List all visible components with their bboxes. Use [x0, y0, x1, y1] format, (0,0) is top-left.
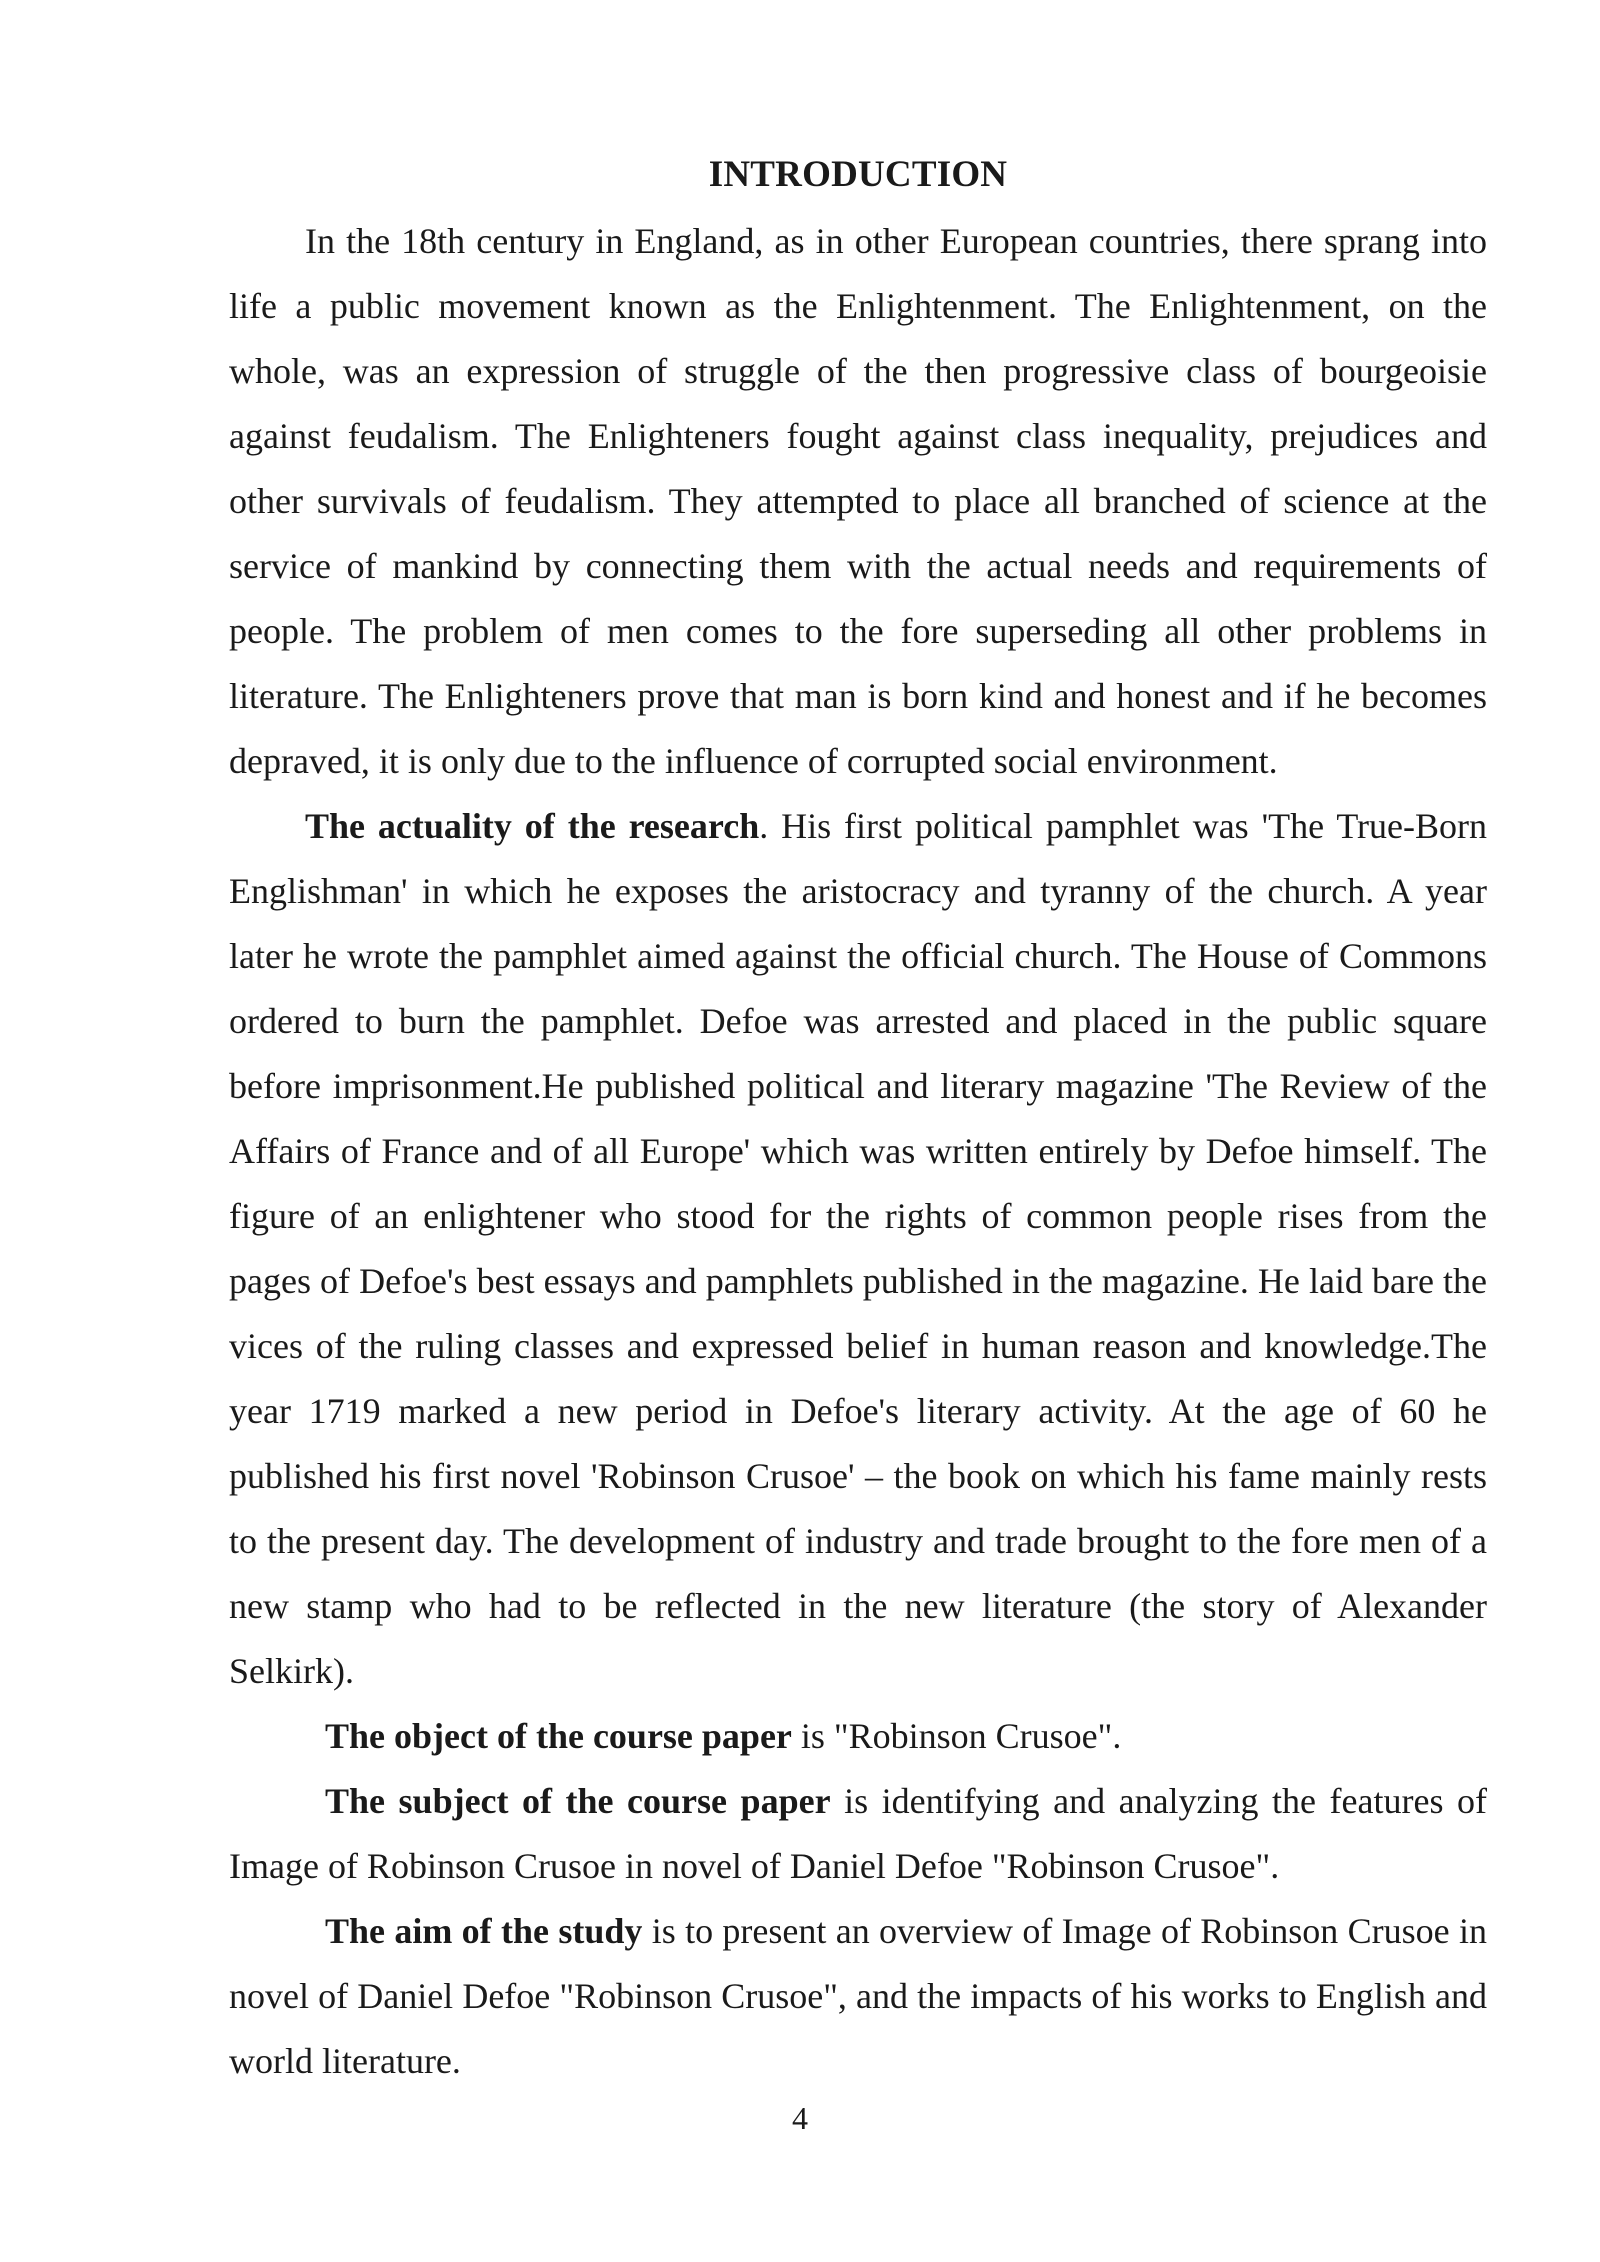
aim-text: is to present an overview of Image of Robinson Crusoe in novel of Daniel Defoe "Robinson Crusoe", and the impacts of his works to English and world literature. — [229, 1911, 1487, 2081]
object-label: The object of the course paper — [325, 1716, 792, 1756]
object-text: is "Robinson Crusoe". — [791, 1716, 1122, 1756]
object-paragraph — [229, 1704, 1487, 1769]
actuality-paragraph — [229, 794, 1487, 1704]
subject-label: The subject of the course paper — [325, 1781, 831, 1821]
intro-paragraph: In the 18th century in England, as in other European countries, there sprang into life a public movement known as the Enlightenment. The Enlightenment, on the whole, was an expression of struggle of the then progressive class of bourgeoisie against feudalism. The Enlighteners fought against class inequality, prejudices and other survivals of feudalism. They attempted to place all branched of science at the service of mankind by connecting them with the actual needs and requirements of people. The problem of men comes to the fore superseding all other problems in literature. The Enlighteners prove that man is born kind and honest and if he becomes depraved, it is only due to the influence of corrupted social environment. — [229, 221, 1487, 781]
actuality-label: The actuality of the research — [305, 806, 760, 846]
actuality-text: . His first political pamphlet was 'The True-Born Englishman' in which he exposes the aristocracy and tyranny of the church. A year later he wrote the pamphlet aimed against the official church. The House of Commons ordered to burn the pamphlet. Defoe was arrested and placed in the public square before imprisonment.He published political and literary magazine 'The Review of the Affairs of France and of all Europe' which was written entirely by Defoe himself. The figure of an enlightener who stood for the rights of common people rises from the pages of Defoe's best essays and pamphlets published in the magazine. He laid bare the vices of the ruling classes and expressed belief in human reason and knowledge.The year 1719 marked a new period in Defoe's literary activity. At the age of 60 he published his first novel 'Robinson Crusoe' – the book on which his fame mainly rests to the present day. The development of industry and trade brought to the fore men of a new stamp who had to be reflected in the new literature (the story of Alexander Selkirk). — [229, 806, 1487, 1691]
subject-paragraph — [229, 1769, 1487, 1899]
subject-text: is identifying and analyzing the features of Image of Robinson Crusoe in novel of Daniel Defoe "Robinson Crusoe". — [229, 1781, 1487, 1886]
section-heading: INTRODUCTION — [708, 154, 1008, 195]
aim-label: The aim of the study — [325, 1911, 643, 1951]
document-page — [229, 146, 1487, 2094]
page-number: 4 — [792, 2100, 808, 2136]
aim-paragraph — [229, 1899, 1487, 2094]
